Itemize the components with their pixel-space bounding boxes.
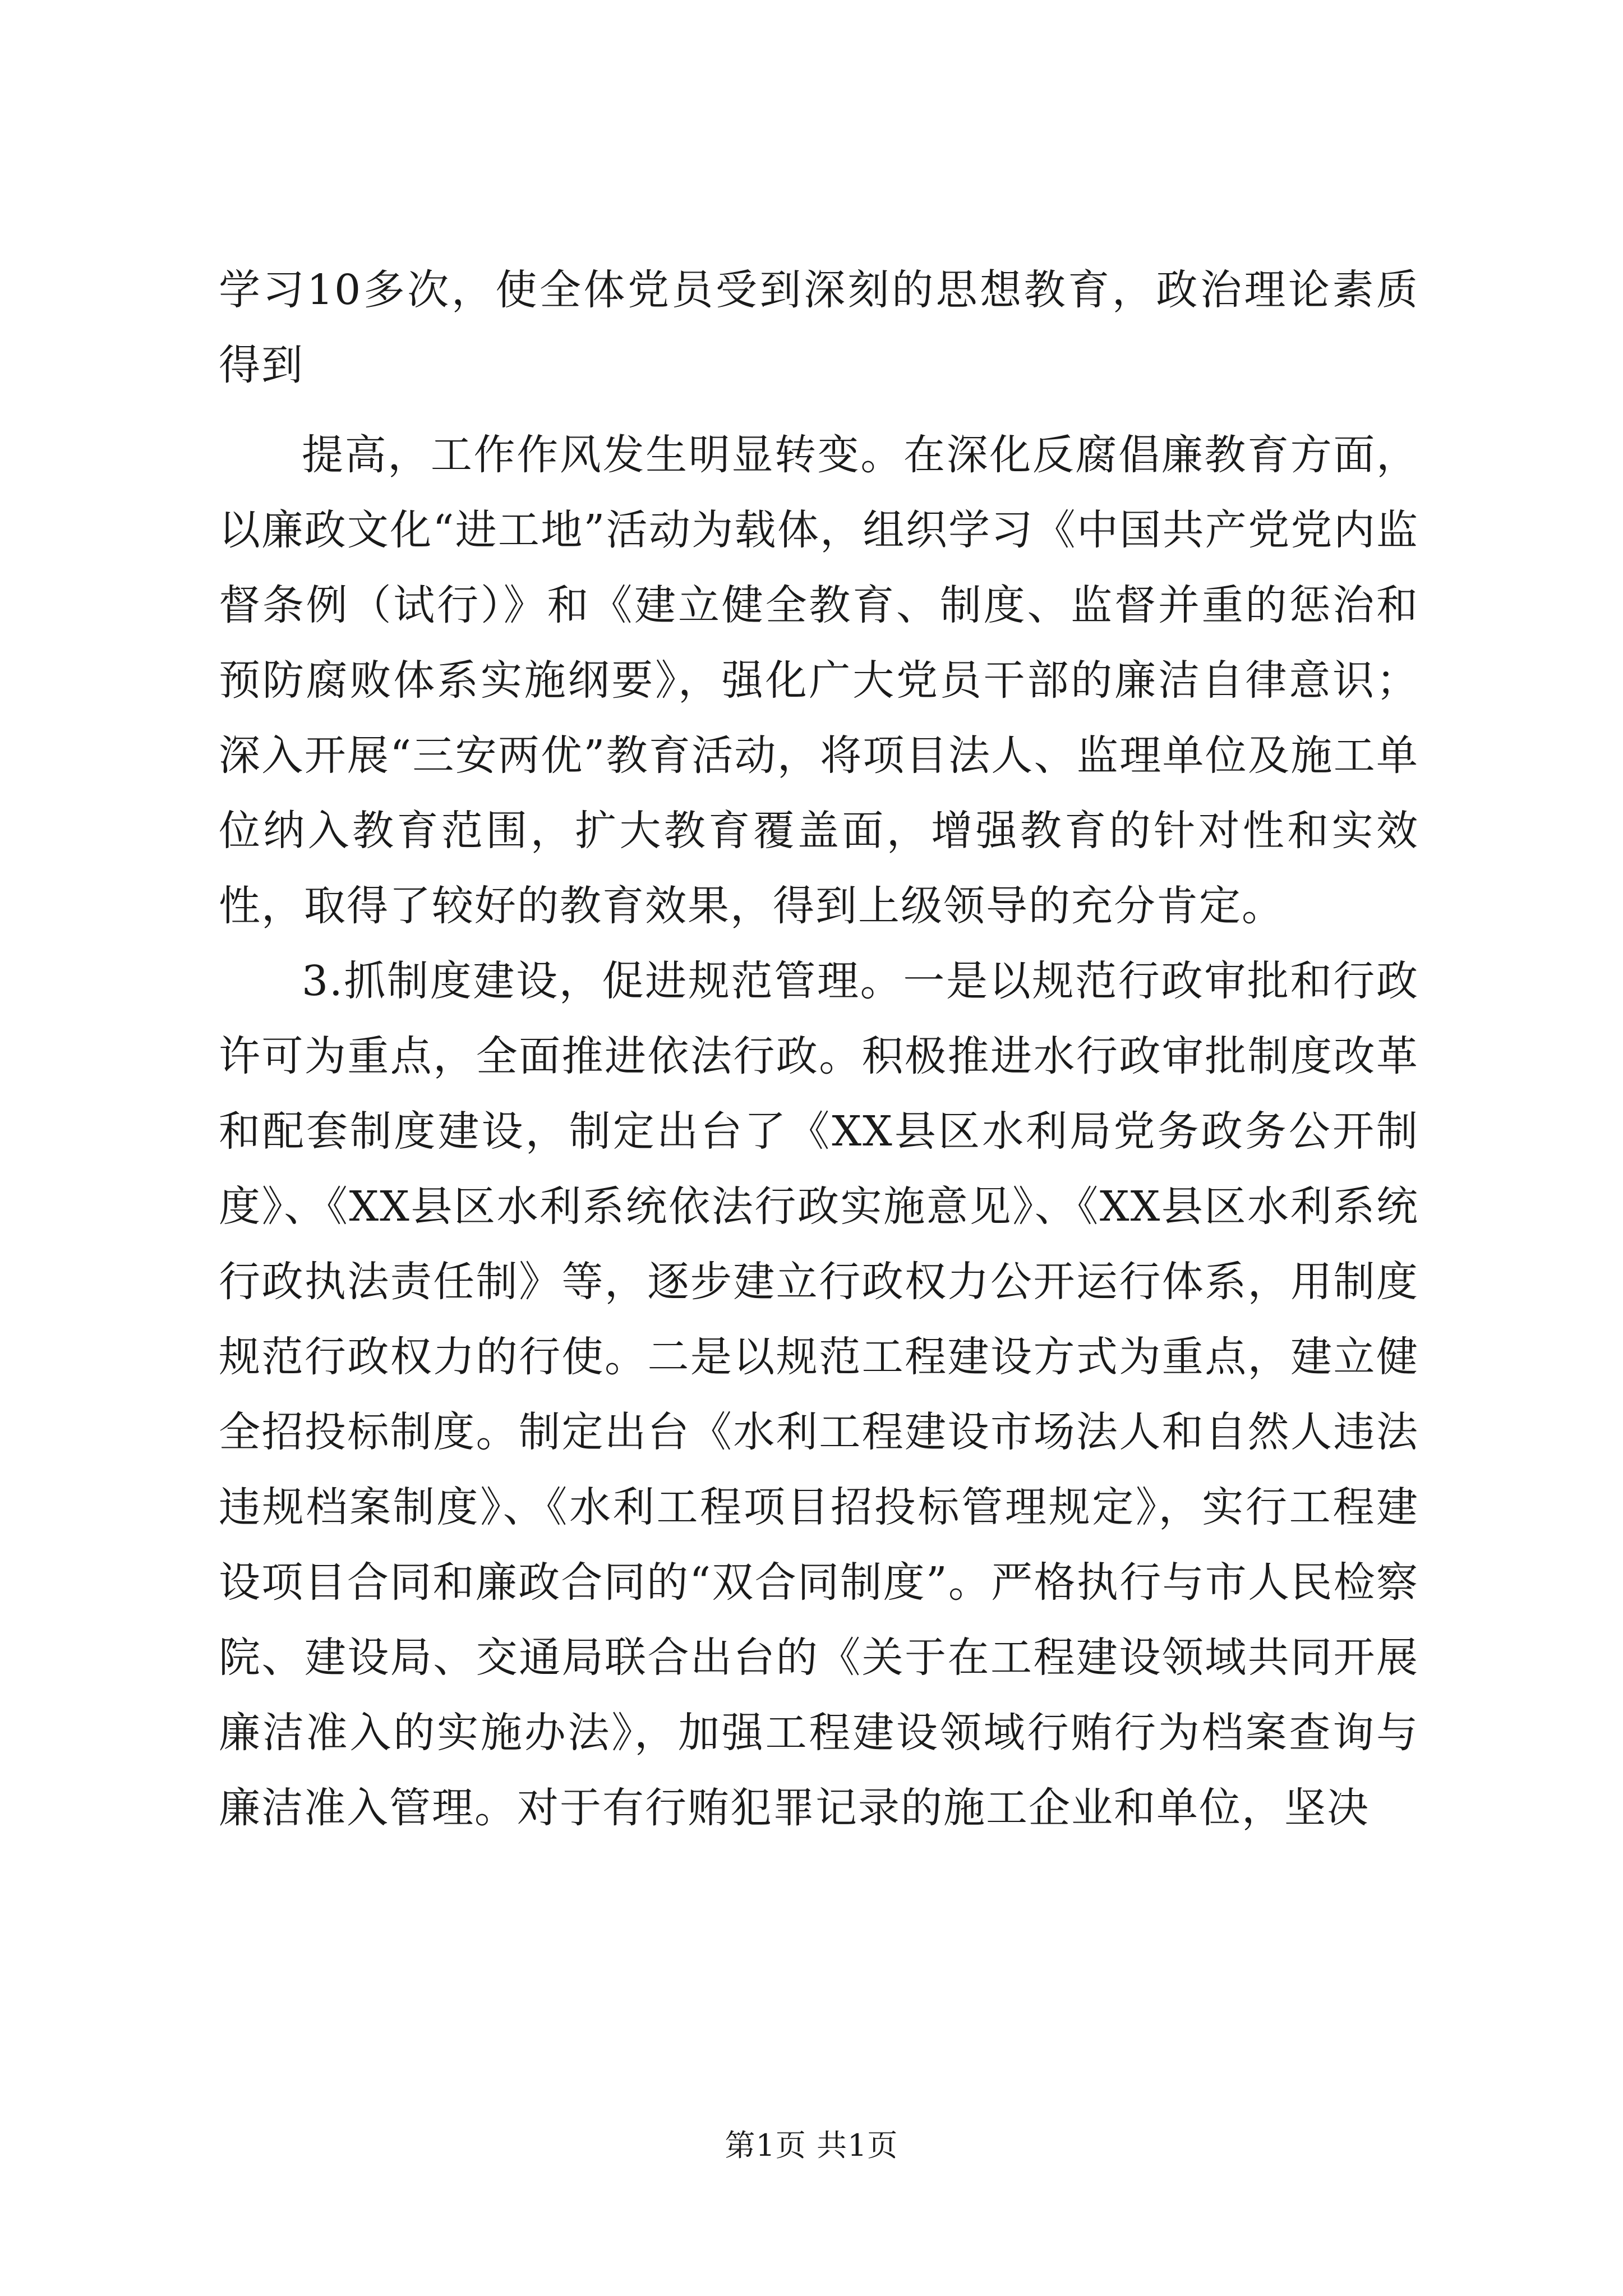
paragraph-1: 学习10多次，使全体党员受到深刻的思想教育，政治理论素质得到 (219, 266, 1419, 389)
page-footer: 第1页 共1页 (725, 2128, 898, 2163)
paragraph-2: 提高，工作作风发生明显转变。在深化反腐倡廉教育方面，以廉政文化“进工地”活动为载体，组织学习《中国共产党党内监督条例（试行）》和《建立健全教育、制度、监督并重的惩治和预防腐败体系实施纲要》，强化广大党员干部的廉洁自律意识；深入开展“三安两优”教育活动，将项目法人、监理单位及施工单位纳入教育范围，扩大教育覆盖面，增强教育的针对性和实效性，取得了较好的教育效果，得到上级领导的充分肯定。 (219, 431, 1419, 930)
document-body (219, 252, 1419, 1846)
paragraph-3: 3.抓制度建设，促进规范管理。一是以规范行政审批和行政许可为重点，全面推进依法行政。积极推进水行政审批制度改革和配套制度建设，制定出台了《XX县区水利局党务政务公开制度》、《XX县区水利系统依法行政实施意见》、《XX县区水利系统行政执法责任制》等，逐步建立行政权力公开运行体系，用制度规范行政权力的行使。二是以规范工程建设方式为重点，建立健全招投标制度。制定出台《水利工程建设市场法人和自然人违法违规档案制度》、《水利工程项目招投标管理规定》，实行工程建设项目合同和廉政合同的“双合同制度”。严格执行与市人民检察院、建设局、交通局联合出台的《关于在工程建设领域共同开展廉洁准入的实施办法》，加强工程建设领域行贿行为档案查询与廉洁准入管理。对于有行贿犯罪记录的施工企业和单位，坚决 (219, 957, 1419, 1832)
